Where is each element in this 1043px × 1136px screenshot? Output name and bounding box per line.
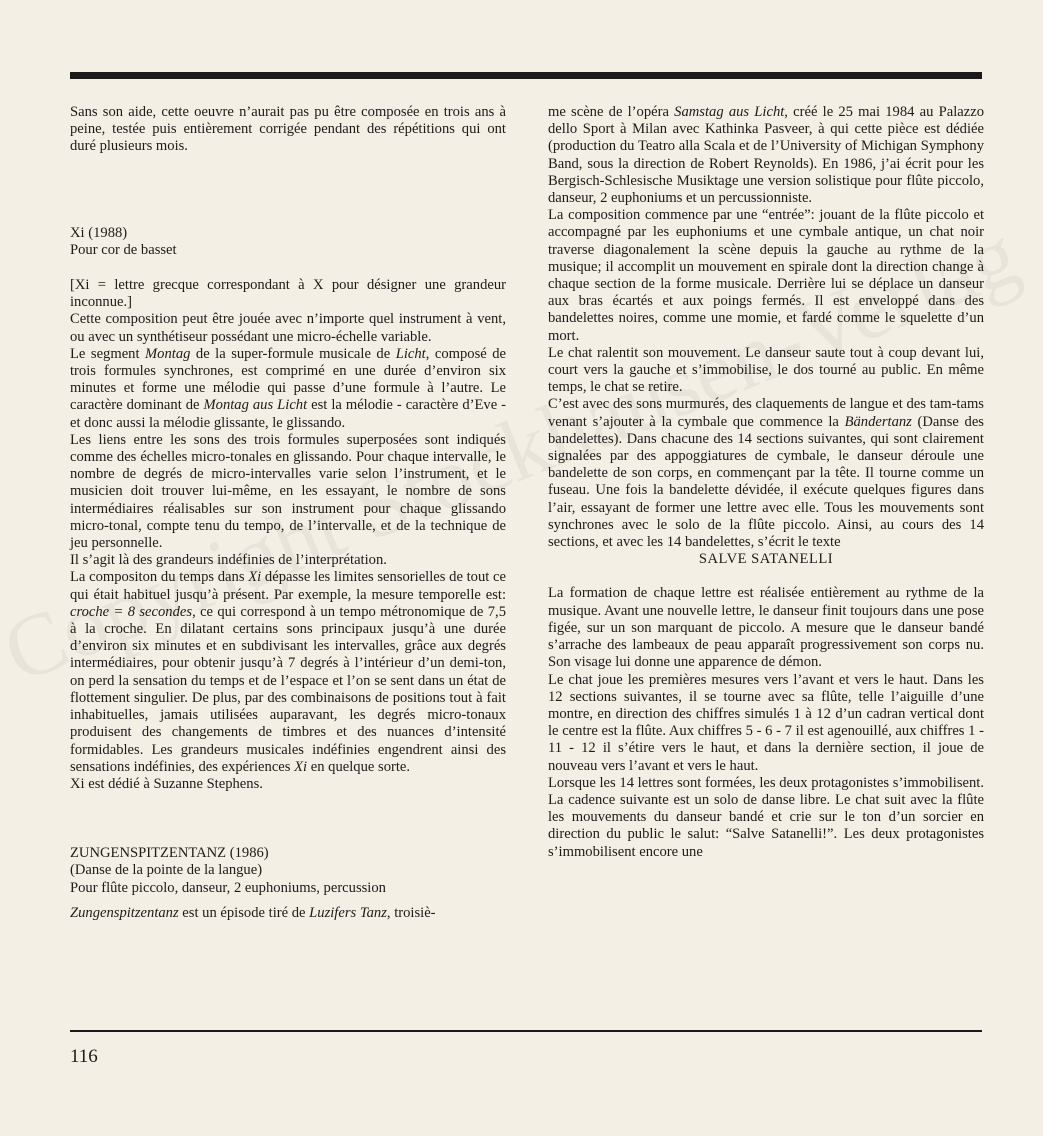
bottom-rule	[70, 1030, 982, 1032]
salve-satanelli-heading: SALVE SATANELLI	[698, 551, 834, 568]
zungen-paragraph: C’est avec des sons murmurés, des claquements de langue et des tam-tams venant s’ajouter à la cymbale que commence la Bändertanz (Danse des bandelettes). Dans chacune des 14 sections suivantes, qui sont clairement signalées par des appoggiatures de cymbale, le danseur déroule une bandelette de son corps, en commençant par la tête. Il tourne comme un fuseau. Une fois la bandelette dévidée, il exécute quelques figures dans l’air, essayant de former une lettre avec elle. Tous les mouvements sont synchrones avec le solo de la flûte piccolo. Ainsi, au cours des 14 sections, et avec les 14 bandelettes, s’écrit le texte	[548, 396, 984, 551]
right-column	[548, 104, 984, 861]
intro-paragraph: Sans son aide, cette oeuvre n’aurait pas pu être composée en trois ans à peine, testée puis entièrement corrigée pendant des répétitions qui ont duré plusieurs mois.	[70, 104, 506, 155]
top-rule	[70, 72, 982, 79]
zungen-paragraph: Lorsque les 14 lettres sont formées, les deux protagonistes s’immobilisent. La cadence suivante est un solo de danse libre. Le chat suit avec la flûte les mouvements du danseur bandé et crie sur le ton d’un sorcier en direction du public le salut: “Salve Satanelli!”. Les deux protagonistes s’immobilisent encore une	[548, 774, 984, 860]
xi-paragraph: Le segment Montag de la super-formule musicale de Licht, composé de trois formules synchrones, est comprimé en une durée d’environ six minutes et forme une mélodie qui passe d’une formule à l’autre. Le caractère dominant de Montag aus Licht est la mélodie - caractère d’Eve - et donc aussi la mélodie glissante, le glissando.	[70, 345, 507, 431]
zungen-subtitle: (Danse de la pointe de la langue)	[70, 862, 263, 879]
xi-subtitle: Pour cor de basset	[70, 241, 177, 258]
zungen-paragraph: Le chat ralentit son mouvement. Le danseur saute tout à coup devant lui, court vers la gauche et s’immobilise, le dos tourné au public. En même temps, le chat se retire.	[548, 344, 984, 396]
xi-paragraph: La compositon du temps dans Xi dépasse les limites sensorielles de tout ce qui était habituel jusqu’à présent. Par exemple, la mesure temporelle est: croche = 8 secondes, ce qui correspond à un tempo métronomique de 7,5 à la croche. En dilatant certains sons principaux jusqu’à une durée d’environ six minutes et en subdivisant les intervalles, grâce aux degrés intermédiaires, pour obtenir jusqu’à 7 degrés à l’intérieur d’un demi-ton, on perd la sensation du temps et de l’espace et l’on se sent dans un état de flottement singulier. De plus, par des combinaisons de positions tout à fait inhabituelles, jamais utilisées auparavant, les degrés micro-tonaux produisent des changements de timbres et des nuances d’intensité formidables. Les grandeurs musicales indéfinies engendrent ainsi des sensations indéfinies, des expériences Xi en quelque sorte.	[70, 569, 507, 775]
xi-paragraph: Les liens entre les sons des trois formules superposées sont indiqués comme des échelles micro-tonales en glissando. Pour chaque intervalle, le nombre de degrés de micro-intervalles varie selon l’instrument, et le musicien doit trouver lui-même, en les essayant, le nombre de sons intermédiaires réalisables sur son instrument pour chaque glissando micro-tonal, compte tenu du tempo, de l’intervalle, et de la technique de jeu personnelle.	[70, 431, 506, 552]
xi-dedication: Xi est dédié à Suzanne Stephens.	[70, 775, 263, 792]
zungen-paragraph: me scène de l’opéra Samstag aus Licht, créé le 25 mai 1984 au Palazzo dello Sport à Milan avec Kathinka Pasveer, à qui cette pièce est dédiée (production du Teatro alla Scala et de l’University of Michigan Symphony Band, sous la direction de Robert Reynolds). En 1986, j’ai écrit pour les Bergisch-Schlesische Musiktage une version solistique pour flûte piccolo, danseur, 2 euphoniums et un percussionniste.	[548, 104, 985, 207]
zungen-paragraph: La formation de chaque lettre est réalisée entièrement au rythme de la musique. Avant une nouvelle lettre, le danseur finit toujours dans une pose figée, sur un son marquant de piccolo. A mesure que le danseur bandé s’arrache des lambeaux de peau apparaît progressivement son corps nu. Son visage lui donne une apparence de démon.	[548, 585, 984, 671]
xi-paragraph: Cette composition peut être jouée avec n’importe quel instrument à vent, ou avec un synthétiseur possédant une micro-échelle variable.	[70, 311, 506, 345]
zungen-paragraph: Zungenspitzentanz est un épisode tiré de Luzifers Tanz, troisiè-	[70, 904, 436, 921]
zungen-paragraph: Le chat joue les premières mesures vers l’avant et vers le haut. Dans les 12 sections suivantes, il se tourne avec sa flûte, telle l’aiguille d’une montre, en direction des chiffres simulés 1 à 12 d’un cadran vertical dont le centre est la flûte. Aux chiffres 5 - 6 - 7 il est agenouillé, aux chiffres 1 - 11 - 12 il s’étire vers le haut, et dans la dernière section, il joue de nouveau vers l’avant et vers le haut.	[548, 671, 984, 774]
left-column	[70, 104, 506, 922]
xi-paragraph: Il s’agit là des grandeurs indéfinies de l’interprétation.	[70, 552, 387, 569]
page-number: 116	[70, 1046, 98, 1067]
xi-title: Xi (1988)	[70, 224, 128, 241]
zungen-instrumentation: Pour flûte piccolo, danseur, 2 euphoniums, percussion	[70, 879, 386, 896]
zungen-title: ZUNGENSPITZENTANZ (1986)	[70, 845, 269, 862]
zungen-paragraph: La composition commence par une “entrée”: jouant de la flûte piccolo et accompagné par les euphoniums et une cymbale antique, un chat noir traverse diagonalement la scène depuis la gauche au rythme de la musique; il accomplit un mouvement en spirale dont la direction change à chaque section de la forme musicale. Derrière lui se déplace un danseur aux bras écartés et aux poings fermés. Il est enveloppé dans des bandelettes noires, comme une momie, et fardé comme le squelette d’un mort.	[548, 207, 984, 344]
xi-note: [Xi = lettre grecque correspondant à X pour désigner une grandeur inconnue.]	[70, 277, 506, 311]
